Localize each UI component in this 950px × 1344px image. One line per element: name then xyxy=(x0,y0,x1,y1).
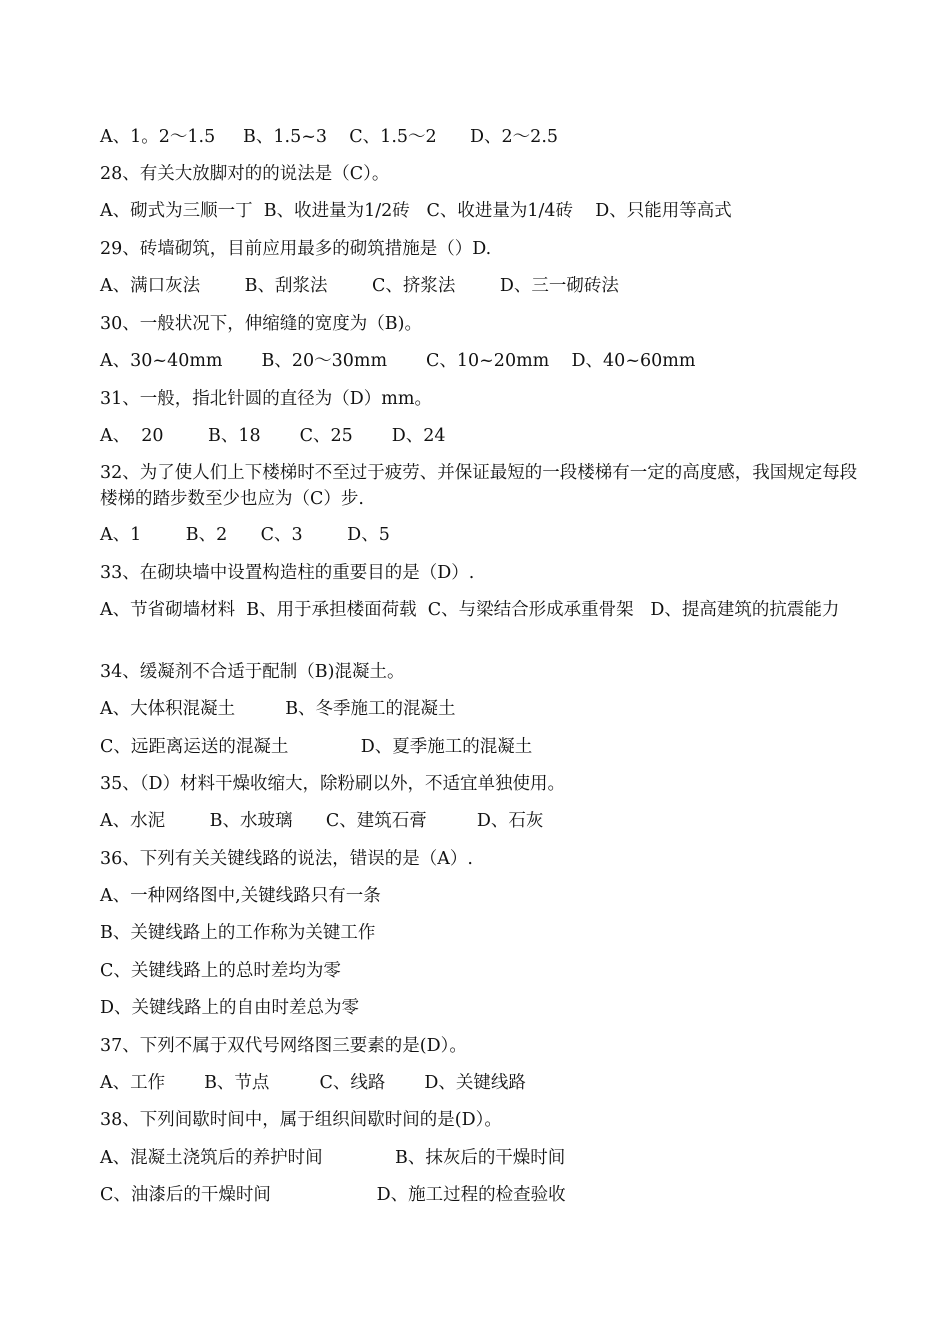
question-37: 37、下列不属于双代号网络图三要素的是(D）。 xyxy=(100,1036,467,1056)
answer-options-32: A、1 B、2 C、3 D、5 xyxy=(100,525,390,545)
question-35: 35、（D）材料干燥收缩大，除粉刷以外，不适宜单独使用。 xyxy=(100,774,566,794)
question-30: 30、一般状况下，伸缩缝的宽度为（B)。 xyxy=(100,314,422,334)
answer-options-28: A、砌式为三顺一丁 B、收进量为1/2砖 C、收进量为1/4砖 D、只能用等高式 xyxy=(100,201,732,221)
answer-options-34-ab: A、大体积混凝土 B、冬季施工的混凝土 xyxy=(100,699,456,719)
question-36: 36、下列有关关键线路的说法，错误的是（A）. xyxy=(100,849,473,869)
question-38: 38、下列间歇时间中，属于组织间歇时间的是(D）。 xyxy=(100,1110,502,1130)
answer-options-31: A、 20 B、18 C、25 D、24 xyxy=(100,426,446,446)
answer-option-36-a: A、一种网络图中,关键线路只有一条 xyxy=(100,886,381,906)
question-34: 34、缓凝剂不合适于配制（B)混凝土。 xyxy=(100,662,405,682)
answer-options-33: A、节省砌墙材料 B、用于承担楼面荷载 C、与梁结合形成承重骨架 D、提高建筑的抗震能力 xyxy=(100,600,840,620)
answer-options-38-ab: A、混凝土浇筑后的养护时间 B、抹灰后的干燥时间 xyxy=(100,1148,566,1168)
answer-options-38-cd: C、油漆后的干燥时间 D、施工过程的检查验收 xyxy=(100,1185,566,1205)
question-31: 31、一般，指北针圆的直径为（D）mm。 xyxy=(100,389,432,409)
question-28: 28、有关大放脚对的的说法是（C）。 xyxy=(100,164,390,184)
answer-options-27: A、1。2～1.5 B、1.5~3 C、1.5～2 D、2～2.5 xyxy=(100,127,559,147)
answer-options-37: A、工作 B、节点 C、线路 D、关键线路 xyxy=(100,1073,526,1093)
answer-option-36-d: D、关键线路上的自由时差总为零 xyxy=(100,998,360,1018)
question-32: 32、为了使人们上下楼梯时不至过于疲劳、并保证最短的一段楼梯有一定的高度感，我国规定每段楼梯的踏步数至少也应为（C）步. xyxy=(100,463,858,509)
question-29: 29、砖墙砌筑，目前应用最多的砌筑措施是（）D. xyxy=(100,239,492,259)
answer-options-35: A、水泥 B、水玻璃 C、建筑石膏 D、石灰 xyxy=(100,811,544,831)
answer-options-34-cd: C、远距离运送的混凝土 D、夏季施工的混凝土 xyxy=(100,737,533,757)
answer-options-30: A、30~40mm B、20～30mm C、10~20mm D、40~60mm xyxy=(100,351,696,371)
answer-option-36-b: B、关键线路上的工作称为关键工作 xyxy=(100,923,376,943)
answer-options-29: A、满口灰法 B、刮浆法 C、挤浆法 D、三一砌砖法 xyxy=(100,276,619,296)
answer-option-36-c: C、关键线路上的总时差均为零 xyxy=(100,961,341,981)
question-33: 33、在砌块墙中设置构造柱的重要目的是（D）. xyxy=(100,563,475,583)
